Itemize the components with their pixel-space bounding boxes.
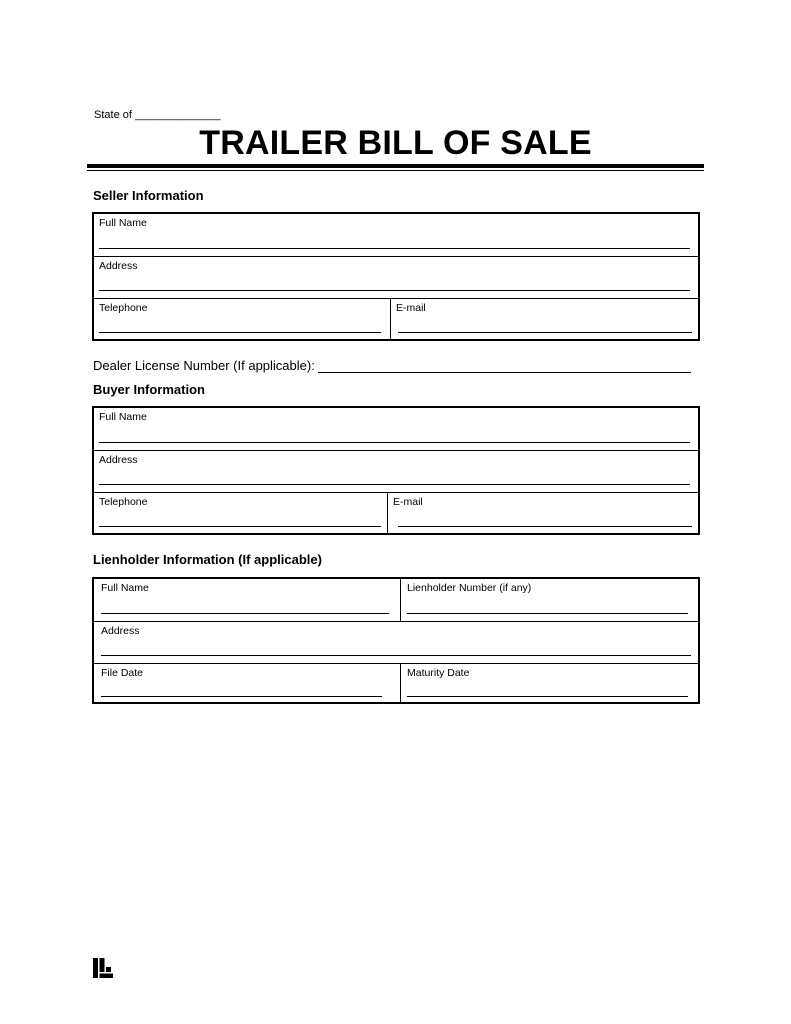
seller-telephone-cell [94,299,390,339]
buyer-section-heading: Buyer Information [93,382,205,397]
buyer-full-name-field[interactable] [99,442,690,443]
seller-contact-row [94,298,698,339]
buyer-address-row [94,450,698,492]
lienholder-info-table [92,577,700,704]
buyer-email-cell [387,493,698,533]
title-rule-thin [87,170,704,171]
lienholder-file-date-field[interactable] [101,696,382,697]
buyer-info-table [92,406,700,535]
seller-email-cell [390,299,698,339]
lienholder-file-date-label: File Date [101,667,144,679]
buyer-contact-row [94,492,698,533]
lienholder-number-cell [400,579,698,621]
buyer-address-label: Address [99,454,138,466]
lienholder-dates-row [94,663,698,702]
seller-section-heading: Seller Information [93,188,204,203]
lienholder-number-field[interactable] [407,613,688,614]
buyer-telephone-label: Telephone [99,496,148,508]
lienholder-address-label: Address [101,625,140,637]
lienholder-section-heading: Lienholder Information (If applicable) [93,552,322,567]
buyer-telephone-cell [94,493,387,533]
lienholder-address-field[interactable] [101,655,691,656]
seller-full-name-field[interactable] [99,248,690,249]
seller-telephone-label: Telephone [99,302,148,314]
document-title: TRAILER BILL OF SALE [199,124,592,162]
lienholder-name-row [94,579,698,621]
dealer-license-field[interactable] [318,372,691,373]
state-of-label: State of ______________ [94,109,221,121]
buyer-email-field[interactable] [398,526,692,527]
lienholder-file-date-cell [94,664,400,702]
lienholder-full-name-field[interactable] [101,613,389,614]
lienholder-full-name-label: Full Name [101,582,149,594]
seller-full-name-label: Full Name [99,217,147,229]
lienholder-maturity-date-cell [400,664,698,702]
buyer-telephone-field[interactable] [99,526,381,527]
lienholder-maturity-date-label: Maturity Date [407,667,470,679]
seller-full-name-row [94,214,698,256]
lienholder-maturity-date-field[interactable] [407,696,688,697]
seller-telephone-field[interactable] [99,332,381,333]
legal-templates-logo-icon [93,958,113,978]
seller-address-row [94,256,698,298]
lienholder-full-name-cell [94,579,400,621]
seller-email-label: E-mail [396,302,426,314]
seller-email-field[interactable] [398,332,692,333]
buyer-address-field[interactable] [99,484,690,485]
seller-address-label: Address [99,260,138,272]
buyer-email-label: E-mail [393,496,423,508]
buyer-full-name-row [94,408,698,450]
dealer-license-label: Dealer License Number (If applicable): [93,358,315,373]
title-rule-thick [87,164,704,168]
lienholder-address-row [94,621,698,663]
buyer-full-name-label: Full Name [99,411,147,423]
seller-info-table [92,212,700,341]
lienholder-number-label: Lienholder Number (if any) [407,582,532,594]
seller-address-field[interactable] [99,290,690,291]
